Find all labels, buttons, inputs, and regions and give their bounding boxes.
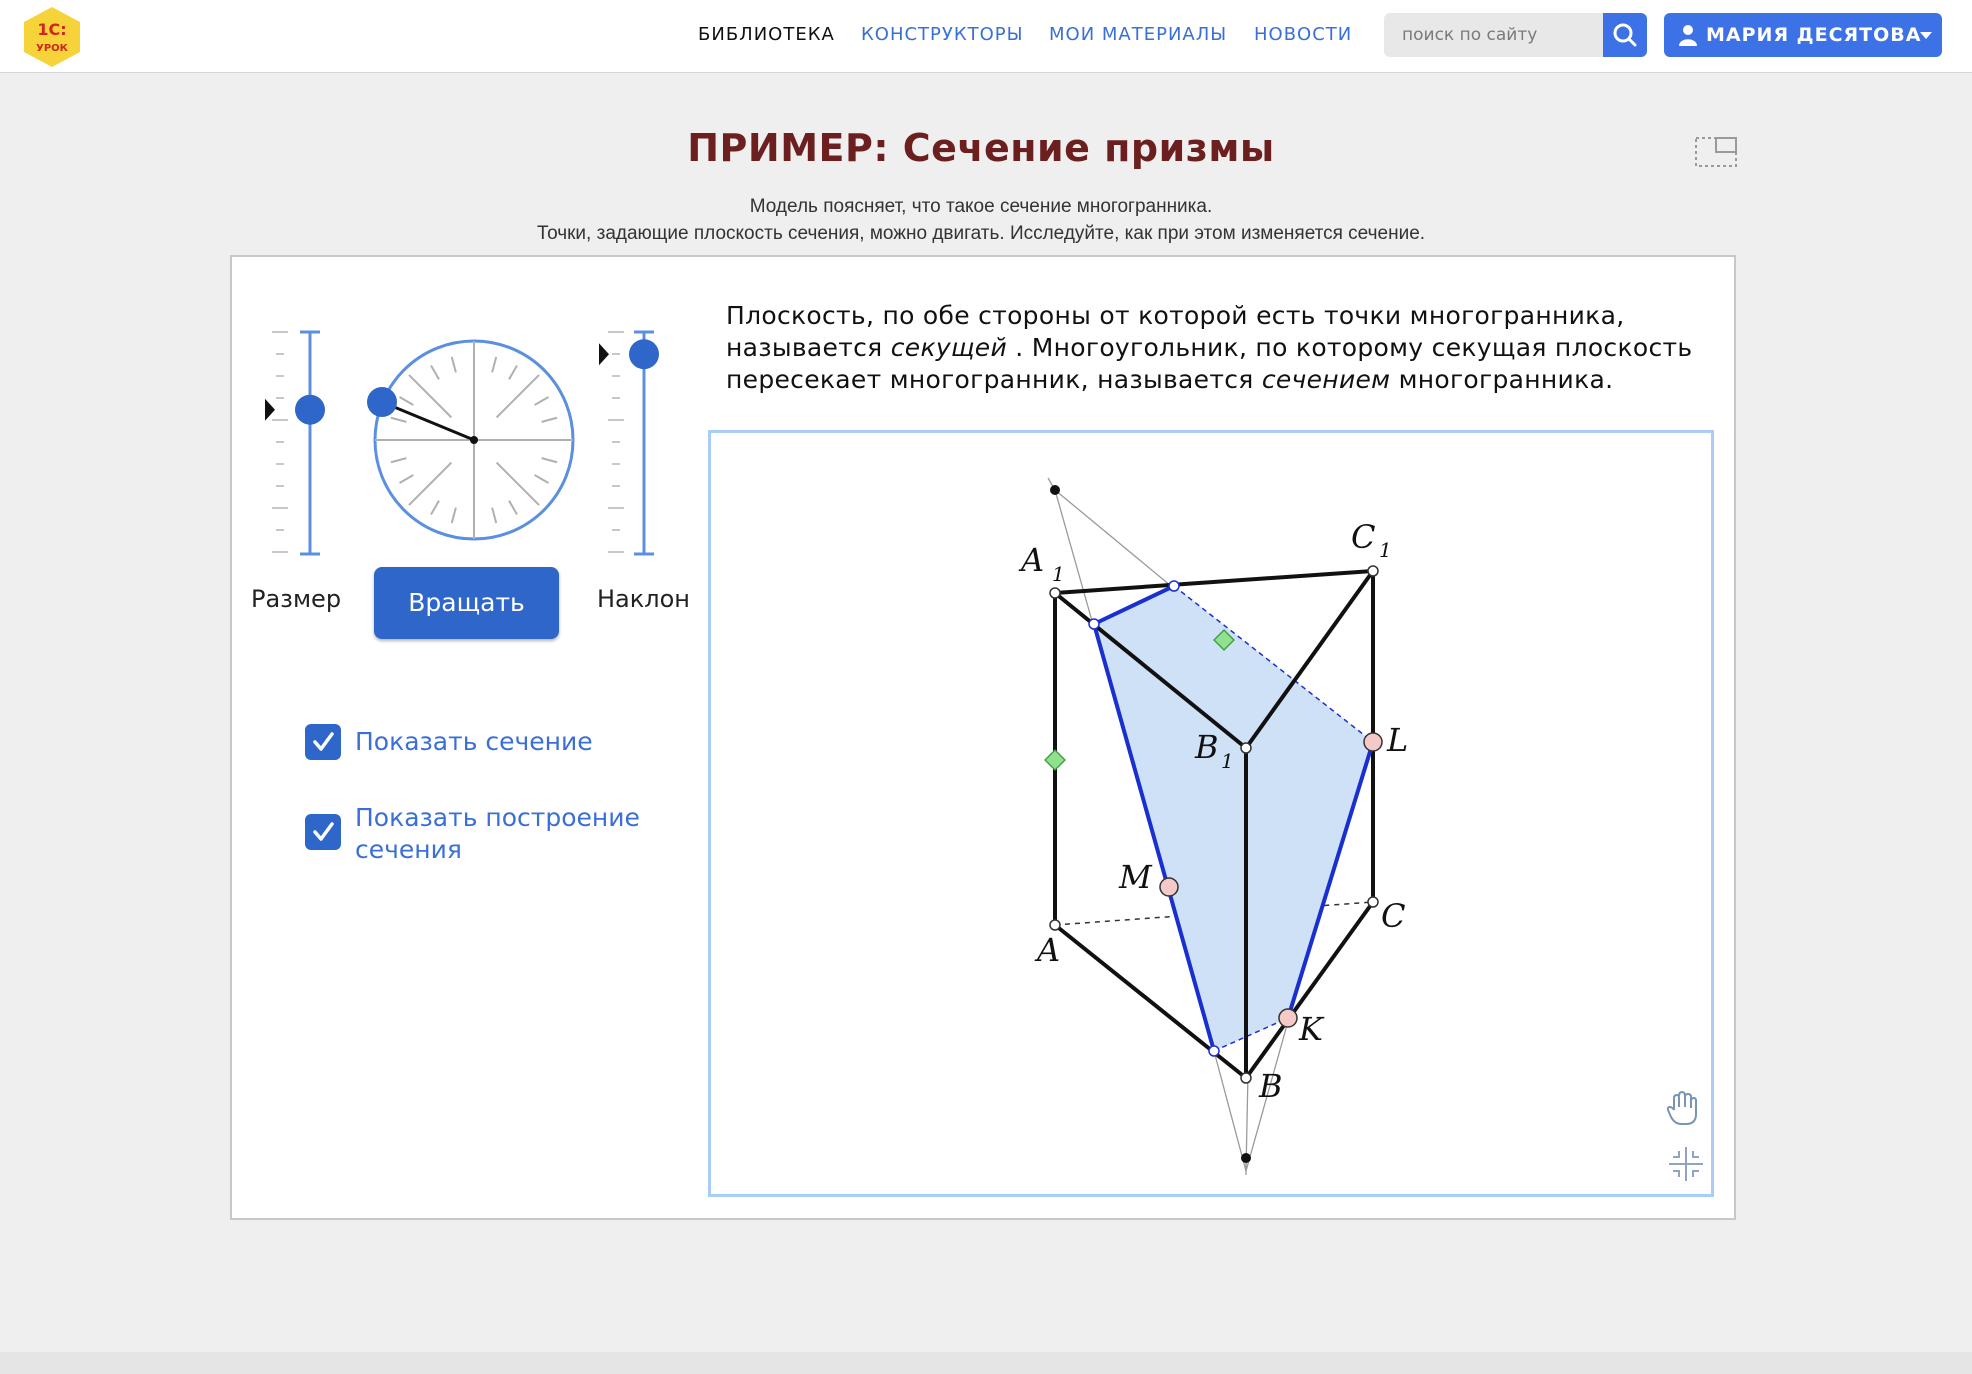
section-polygon bbox=[1094, 586, 1373, 1051]
label-c1-sub: 1 bbox=[1379, 538, 1392, 562]
dial-tick bbox=[431, 366, 439, 380]
dial-tick bbox=[492, 357, 496, 372]
dial-tick bbox=[542, 418, 557, 422]
dial-tick bbox=[535, 397, 549, 405]
dial-tick bbox=[542, 458, 557, 462]
label-m: M bbox=[1119, 858, 1152, 896]
label-b1: B bbox=[1195, 728, 1219, 766]
definition-part-3: многогранника. bbox=[1390, 365, 1614, 394]
point-l[interactable] bbox=[1364, 733, 1382, 751]
size-label: Размер bbox=[251, 585, 342, 613]
show-construction-label-line1: Показать построение bbox=[355, 803, 640, 832]
search-input[interactable] bbox=[1384, 13, 1604, 57]
label-a: A bbox=[1037, 931, 1061, 969]
dial-tick bbox=[497, 463, 539, 505]
label-b: B bbox=[1259, 1067, 1283, 1105]
dial-tick bbox=[391, 418, 406, 422]
label-k: K bbox=[1299, 1010, 1323, 1048]
label-l: L bbox=[1387, 721, 1409, 759]
page-title: ПРИМЕР: Сечение призмы bbox=[687, 126, 1275, 170]
size-slider[interactable] bbox=[258, 322, 328, 562]
checkmark-icon bbox=[305, 724, 341, 760]
svg-text:1С:: 1С: bbox=[37, 20, 67, 39]
dial-tick bbox=[509, 366, 517, 380]
pan-hand-icon[interactable] bbox=[1666, 1088, 1700, 1128]
show-section-checkbox[interactable] bbox=[305, 724, 341, 760]
dial-tick bbox=[431, 501, 439, 515]
checkmark-icon bbox=[305, 814, 341, 850]
user-name: МАРИЯ ДЕСЯТОВА bbox=[1706, 24, 1922, 46]
label-b1-sub: 1 bbox=[1221, 749, 1234, 773]
fullscreen-icon[interactable] bbox=[1694, 136, 1738, 168]
label-c: C bbox=[1381, 897, 1406, 935]
rotate-button[interactable]: Вращать bbox=[374, 567, 559, 639]
dial-knob[interactable] bbox=[367, 387, 397, 417]
dial-tick bbox=[409, 375, 451, 417]
term-secant: секущей bbox=[890, 333, 1008, 362]
label-a1-sub: 1 bbox=[1052, 562, 1065, 586]
chevron-down-icon bbox=[1920, 32, 1932, 40]
nav-my-materials[interactable]: МОИ МАТЕРИАЛЫ bbox=[1049, 24, 1228, 45]
search-icon bbox=[1603, 13, 1647, 57]
point-m[interactable] bbox=[1160, 878, 1178, 896]
subtitle-line-2: Точки, задающие плоскость сечения, можно двигать. Исследуйте, как при этом изменяется сечение. bbox=[536, 223, 1426, 244]
zoom-fit-icon[interactable] bbox=[1667, 1145, 1705, 1183]
geometry-canvas[interactable] bbox=[708, 430, 1714, 1197]
user-icon bbox=[1678, 24, 1698, 46]
footer-strip bbox=[0, 1352, 1972, 1374]
tilt-label: Наклон bbox=[597, 585, 690, 613]
show-section-label[interactable]: Показать сечение bbox=[355, 727, 593, 756]
show-construction-checkbox[interactable] bbox=[305, 814, 341, 850]
dial-tick bbox=[409, 463, 451, 505]
point-k[interactable] bbox=[1279, 1009, 1297, 1027]
show-construction-label-line2: сечения bbox=[355, 835, 462, 864]
nav-library[interactable]: БИБЛИОТЕКА bbox=[698, 24, 835, 45]
dial-tick bbox=[535, 475, 549, 483]
dial-tick bbox=[492, 508, 496, 523]
dial-tick bbox=[509, 501, 517, 515]
label-a1: A bbox=[1021, 541, 1045, 579]
subtitle-line-1: Модель поясняет, что такое сечение многогранника. bbox=[749, 196, 1213, 217]
definition-part-1: Плоскость, по обе стороны от которой есть точки многогранника, называется bbox=[726, 301, 1625, 362]
dial-tick bbox=[400, 397, 414, 405]
search-button[interactable] bbox=[1603, 13, 1647, 57]
definition-text bbox=[726, 300, 1706, 396]
definition-part-2: . Многоугольник, по которому секущая плоскость пересекает многогранник, называется bbox=[726, 333, 1693, 394]
dial-tick bbox=[400, 475, 414, 483]
dial-tick bbox=[452, 508, 456, 523]
label-c1: C bbox=[1351, 518, 1376, 556]
dial-tick bbox=[391, 458, 406, 462]
top-bar bbox=[0, 0, 1972, 73]
logo-1c-urok[interactable] bbox=[20, 5, 84, 69]
nav-constructors[interactable]: КОНСТРУКТОРЫ bbox=[861, 24, 1024, 45]
prism-figure[interactable] bbox=[711, 433, 1711, 1194]
nav-news[interactable]: НОВОСТИ bbox=[1254, 24, 1353, 45]
rotation-dial[interactable] bbox=[364, 330, 584, 550]
term-section: сечением bbox=[1261, 365, 1391, 394]
dial-tick bbox=[497, 375, 539, 417]
show-construction-label[interactable] bbox=[355, 802, 640, 866]
user-menu-button[interactable] bbox=[1664, 13, 1942, 57]
tilt-slider[interactable] bbox=[590, 322, 660, 562]
svg-text:УРОК: УРОК bbox=[36, 43, 68, 54]
dial-tick bbox=[452, 357, 456, 372]
